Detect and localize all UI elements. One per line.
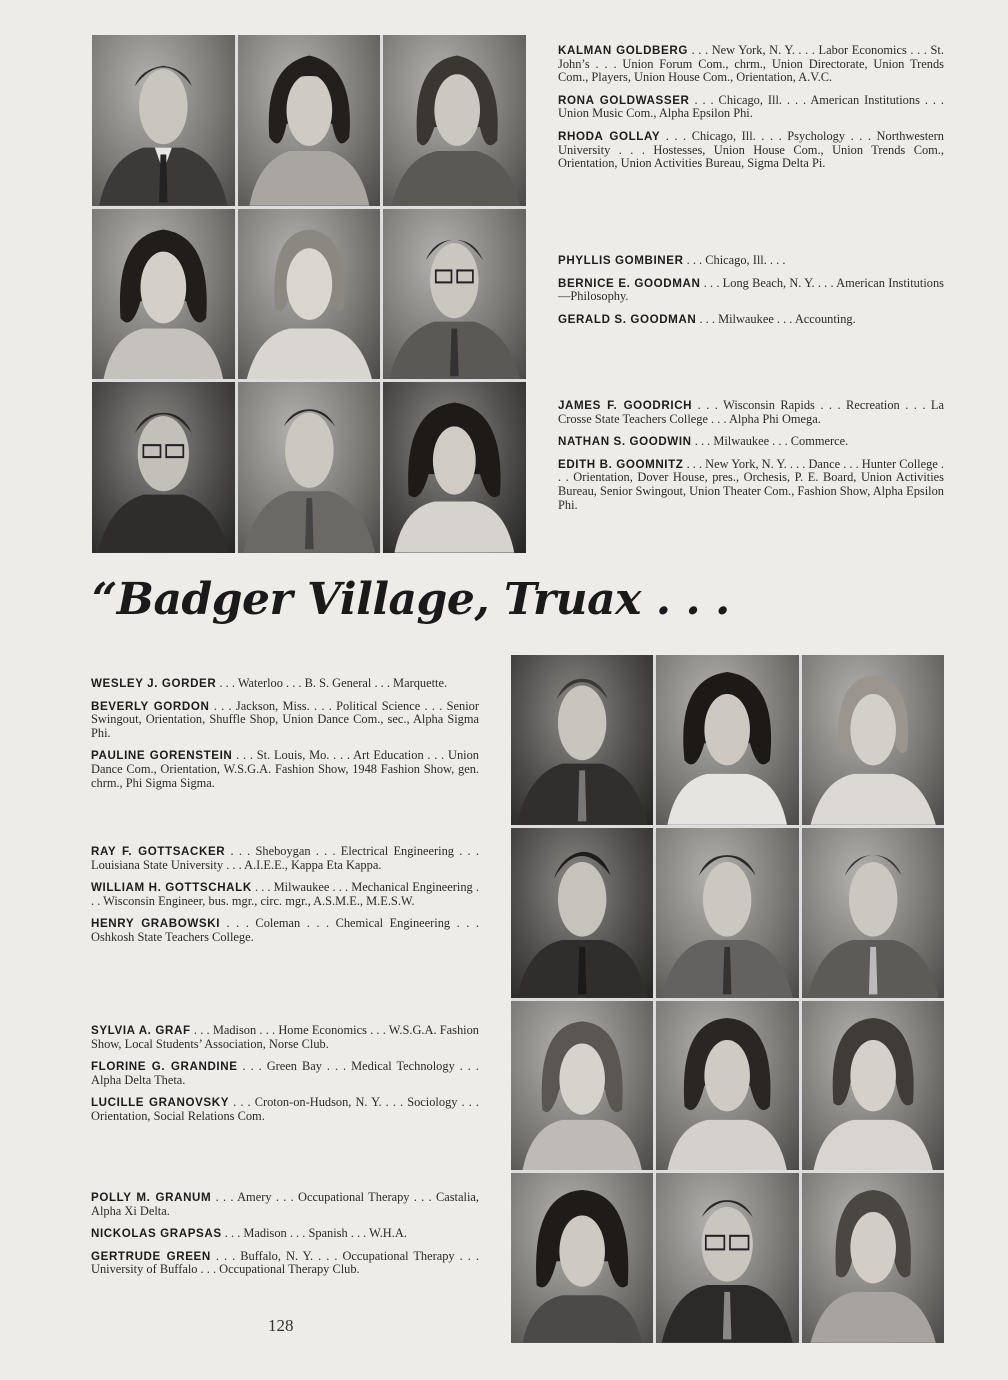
student-name: EDITH B. GOOMNITZ — [558, 457, 684, 471]
portrait-photo — [511, 1001, 653, 1171]
portrait-photo — [238, 35, 381, 206]
bio-group — [558, 399, 944, 521]
portrait-photo — [92, 209, 235, 380]
bio-entry — [558, 44, 944, 85]
bio-entry — [558, 254, 944, 268]
student-details: . . . Wisconsin Rapids . . . Recreation . . . La Crosse State Teachers College . . . Alpha Phi Omega. — [558, 398, 944, 426]
bio-entry — [558, 94, 944, 121]
bio-entry — [558, 435, 944, 449]
student-name: PAULINE GORENSTEIN — [91, 749, 233, 763]
student-details: . . . Milwaukee . . . Mechanical Engineering . . . Wisconsin Engineer, bus. mgr., circ. mgr., A.S.M.E., M.E.S.W. — [91, 880, 479, 908]
portrait-photo — [656, 655, 798, 825]
portrait-photo — [92, 35, 235, 206]
student-name: WILLIAM H. GOTTSCHALK — [91, 881, 252, 895]
bio-entry — [558, 399, 944, 426]
student-name: LUCILLE GRANOVSKY — [91, 1096, 230, 1110]
page-headline: “Badger Village, Truax . . . — [92, 574, 730, 625]
portrait-photo — [802, 828, 944, 998]
student-name: NICKOLAS GRAPSAS — [91, 1227, 222, 1241]
student-name: JAMES F. GOODRICH — [558, 399, 693, 412]
student-name: POLLY M. GRANUM — [91, 1191, 212, 1204]
student-name: RAY F. GOTTSACKER — [91, 845, 226, 858]
portrait-photo — [92, 382, 235, 553]
bio-entry — [91, 1096, 479, 1123]
bottom-photo-grid — [511, 655, 944, 1343]
student-details: . . . Sheboygan . . . Electrical Engineering . . . Louisiana State University . . . A.I.E.E., Kappa Eta Kappa. — [91, 844, 479, 872]
student-details: . . . Waterloo . . . B. S. General . . . Marquette. — [216, 676, 448, 690]
student-name: RHODA GOLLAY — [558, 129, 661, 143]
bio-group — [91, 845, 479, 954]
student-details: . . . Chicago, Ill. . . . American Institutions . . . Union Music Com., Alpha Epsilon Phi. — [558, 92, 945, 121]
page-number: 128 — [268, 1316, 294, 1335]
bio-entry — [558, 313, 944, 327]
student-name: SYLVIA A. GRAF — [91, 1024, 191, 1037]
portrait-photo — [511, 828, 653, 998]
student-name: GERTRUDE GREEN — [91, 1249, 211, 1263]
bio-entry — [91, 749, 479, 790]
student-details: . . . Green Bay . . . Medical Technology . . . Alpha Delta Theta. — [91, 1059, 479, 1087]
bio-entry — [91, 845, 479, 872]
portrait-photo — [656, 1001, 798, 1171]
student-name: WESLEY J. GORDER — [91, 677, 217, 690]
portrait-photo — [511, 1173, 653, 1343]
student-details: . . . Chicago, Ill. . . . — [683, 253, 786, 267]
top-photo-grid — [92, 35, 526, 553]
portrait-photo — [383, 209, 526, 380]
student-details: . . . New York, N. Y. . . . Dance . . . Hunter College . . . Orientation, Dover House, pres., Orchesis, P. E. Board, Union Activities Bureau, Senior Swingout, Union Theater Com., Fashion Show, Alpha Epsilon Phi. — [558, 456, 945, 512]
student-details: . . . St. Louis, Mo. . . . Art Education . . . Union Dance Com., Orientation, W.S.G.A. Fashion Show, 1948 Fashion Show, gen. chrm., Phi Sigma Sigma. — [91, 748, 480, 790]
student-name: BEVERLY GORDON — [91, 699, 210, 713]
student-name: FLORINE G. GRANDINE — [91, 1060, 238, 1074]
student-details: . . . Milwaukee . . . Commerce. — [691, 434, 849, 449]
bio-entry — [558, 130, 944, 171]
bio-entry — [91, 917, 479, 944]
portrait-photo — [238, 382, 381, 553]
student-details: . . . Amery . . . Occupational Therapy . . . Castalia, Alpha Xi Delta. — [91, 1190, 479, 1218]
portrait-photo — [656, 828, 798, 998]
student-name: GERALD S. GOODMAN — [558, 312, 697, 326]
bio-group — [558, 254, 944, 335]
student-name: HENRY GRABOWSKI — [91, 917, 221, 931]
portrait-photo — [511, 655, 653, 825]
bio-group — [558, 44, 944, 180]
bio-entry — [91, 881, 479, 908]
portrait-photo — [802, 1001, 944, 1171]
student-name: RONA GOLDWASSER — [558, 93, 690, 107]
student-name: PHYLLIS GOMBINER — [558, 254, 684, 267]
student-name: KALMAN GOLDBERG — [558, 44, 688, 57]
student-details: . . . Long Beach, N. Y. . . . American Institutions—Philosophy. — [558, 275, 944, 304]
student-details: . . . Buffalo, N. Y. . . . Occupational Therapy . . . University of Buffalo . . . Occupational Therapy Club. — [91, 1248, 479, 1277]
portrait-photo — [383, 382, 526, 553]
portrait-photo — [383, 35, 526, 206]
bio-entry — [558, 458, 944, 512]
student-details: . . . Coleman . . . Chemical Engineering . . . Oshkosh State Teachers College. — [91, 916, 480, 944]
student-details: . . . Milwaukee . . . Accounting. — [696, 311, 856, 326]
bio-entry — [91, 1060, 479, 1087]
student-details: . . . Chicago, Ill. . . . Psychology . . . Northwestern University . . . Hostesses, Union House Com., Union Trends Com., Orientation, Union Activities Bureau, Sigma Delta Pi. — [558, 128, 944, 171]
student-name: BERNICE E. GOODMAN — [558, 276, 701, 290]
portrait-photo — [802, 655, 944, 825]
portrait-photo — [802, 1173, 944, 1343]
student-details: . . . New York, N. Y. . . . Labor Economics . . . St. John’s . . . Union Forum Com., chrm., Union Directorate, Union Trends Com., Players, Union House Com., Orientation, A.V.C. — [558, 43, 944, 85]
student-details: . . . Croton-on-Hudson, N. Y. . . . Sociology . . . Orientation, Social Relations Com. — [91, 1095, 479, 1123]
student-details: . . . Madison . . . Spanish . . . W.H.A. — [221, 1226, 407, 1241]
portrait-photo — [238, 209, 381, 380]
bio-entry — [558, 277, 944, 304]
bio-group — [91, 677, 479, 799]
bio-entry — [91, 1250, 479, 1277]
student-details: . . . Jackson, Miss. . . . Political Science . . . Senior Swingout, Orientation, Shuffle Shop, Union Dance Com., sec., Alpha Sigma Phi. — [91, 698, 479, 740]
bio-entry — [91, 1227, 479, 1241]
student-name: NATHAN S. GOODWIN — [558, 435, 692, 449]
bio-entry — [91, 1024, 479, 1051]
portrait-photo — [656, 1173, 798, 1343]
student-details: . . . Madison . . . Home Economics . . . W.S.G.A. Fashion Show, Local Students’ Association, Norse Club. — [91, 1023, 480, 1051]
bio-entry — [91, 677, 479, 691]
bio-group — [91, 1191, 479, 1286]
bio-entry — [91, 700, 479, 741]
bio-group — [91, 1024, 479, 1133]
bio-entry — [91, 1191, 479, 1218]
